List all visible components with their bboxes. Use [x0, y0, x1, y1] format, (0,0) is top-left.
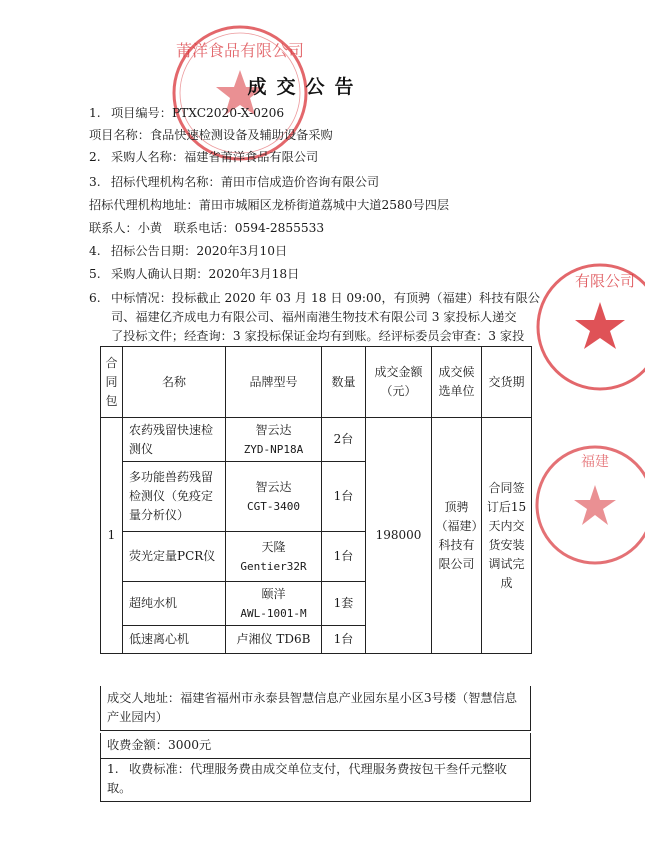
seal-text: 莆洋食品有限公司 — [175, 41, 305, 60]
header-amount: 成交金额（元） — [366, 347, 432, 418]
item-name: 多功能兽药残留检测仪（免疫定量分析仪） — [123, 462, 226, 532]
delivery-cell: 合同签订后15天内交货安装调试完成 — [482, 418, 532, 654]
company-seal-right-bottom — [525, 430, 625, 580]
winner-address-label: 成交人地址： — [107, 691, 181, 705]
item-qty: 1台 — [322, 532, 366, 582]
fee-value: 代理服务费由成交单位支付，代理服务费按包干叁仟元整收取。 — [107, 762, 507, 795]
bid-status-line-1: 6. 中标情况：投标截止 2020 年 03 月 18 日 09:00，有顶骋（福建）科技有限公 — [89, 291, 540, 305]
bid-status-line-3: 了投标文件；经查询：3 家投标保证金均有到账。经评标委员会审查：3 家投 — [111, 329, 525, 343]
item-qty: 1台 — [322, 462, 366, 532]
deal-table — [100, 346, 532, 654]
agency-address-line: 招标代理机构地址：莆田市城厢区龙桥街道荔城中大道2580号四层 — [89, 198, 450, 212]
item-name: 超纯水机 — [123, 582, 226, 626]
header-name: 名称 — [123, 347, 226, 418]
total-value: 3000元 — [167, 738, 212, 752]
item-brand: 智云达 ZYD-NP18A — [226, 418, 322, 462]
item-qty: 1套 — [322, 582, 366, 626]
contact-line: 联系人：小黄 联系电话：0594-2855533 — [89, 221, 325, 235]
total-box: 收费金额：3000元 — [100, 733, 531, 759]
item-brand: 颐洋 AWL-1001-M — [226, 582, 322, 626]
table-header-row — [101, 347, 532, 418]
item-qty: 1台 — [322, 626, 366, 654]
project-name-line: 项目名称：食品快速检测设备及辅助设备采购 — [89, 128, 333, 142]
table-row — [101, 418, 532, 462]
item-brand: 卢湘仪 TD6B — [226, 626, 322, 654]
amount-cell: 198000 — [366, 418, 432, 654]
agency-line: 3. 招标代理机构名称：莆田市信成造价咨询有限公司 — [89, 175, 380, 189]
item-name: 低速离心机 — [123, 626, 226, 654]
company-seal-right-top — [525, 252, 645, 402]
package-cell: 1 — [101, 418, 123, 654]
header-delivery: 交货期 — [482, 347, 532, 418]
purchaser-line: 2. 采购人名称：福建省莆洋食品有限公司 — [89, 150, 319, 164]
header-qty: 数量 — [322, 347, 366, 418]
bid-status-line-2: 司、福建亿齐成电力有限公司、福州南港生物技术有限公司 3 家投标人递交 — [111, 310, 517, 324]
item-name: 荧光定量PCR仪 — [123, 532, 226, 582]
fee-box: 1. 收费标准：代理服务费由成交单位支付，代理服务费按包干叁仟元整收取。 — [100, 757, 531, 802]
header-package: 合同包 — [101, 347, 123, 418]
winner-address-value: 福建省福州市永泰县智慧信息产业园东星小区3号楼（智慧信息产业园内） — [107, 691, 517, 724]
item-name: 农药残留快速检测仪 — [123, 418, 226, 462]
header-brand: 品牌型号 — [226, 347, 322, 418]
item-brand: 智云达 CGT-3400 — [226, 462, 322, 532]
winner-address-box — [100, 686, 531, 731]
page-title: 成交公告 — [247, 76, 364, 98]
project-no-line: 1. 项目编号：PTXC2020-X-0206 — [89, 106, 285, 120]
header-candidate: 成交候选单位 — [432, 347, 482, 418]
item-brand: 天隆 Gentier32R — [226, 532, 322, 582]
seal-text: 有限公司 — [574, 272, 636, 290]
candidate-cell: 顶骋（福建）科技有限公司 — [432, 418, 482, 654]
seal-text: 福建 — [581, 454, 609, 470]
notice-date-line: 4. 招标公告日期：2020年3月10日 — [89, 244, 288, 258]
item-qty: 2台 — [322, 418, 366, 462]
confirm-date-line: 5. 采购人确认日期：2020年3月18日 — [89, 267, 300, 281]
